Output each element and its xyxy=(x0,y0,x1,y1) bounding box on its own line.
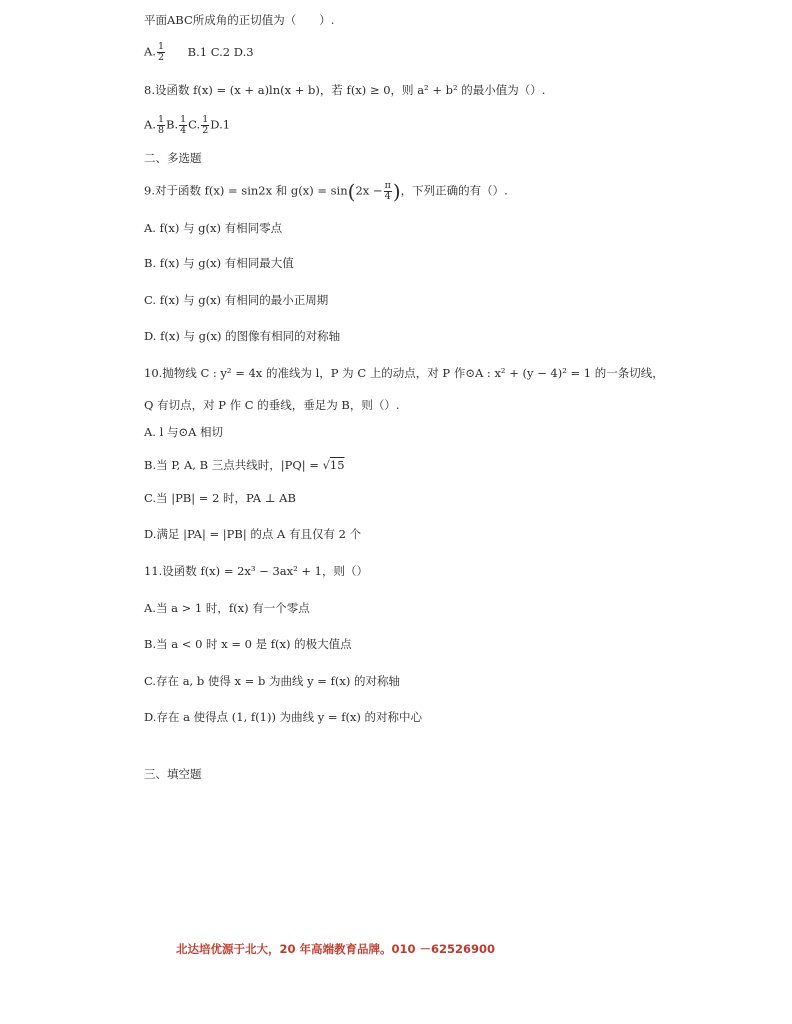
footer-advertisement xyxy=(176,941,495,957)
q9-opt-d-text: D. f(x) 与 g(x) 的图像有相同的对称轴 xyxy=(144,329,341,343)
q8-opt-b-fraction xyxy=(179,115,187,136)
q8-opt-c-fraction xyxy=(201,115,209,136)
q7-stem-tail xyxy=(144,12,334,28)
q9-left-paren: ( xyxy=(347,179,356,204)
q10-opt-b-text: B.当 P, A, B 三点共线时，|PQ| = √ xyxy=(144,458,330,472)
q10-opt-d-text: D.满足 |PA| = |PB| 的点 A 有且仅有 2 个 xyxy=(144,527,362,541)
section2-title: 二、多选题 xyxy=(144,151,202,165)
q8-opt-d: D.1 xyxy=(210,117,231,132)
q11-opt-a-text: A.当 a > 1 时，f(x) 有一个零点 xyxy=(144,601,310,615)
q9-right-paren: ) xyxy=(392,179,401,204)
q10-opt-a xyxy=(144,424,223,440)
q7-opt-a-num: 1 xyxy=(157,41,165,52)
q10-opt-b xyxy=(144,457,345,473)
q9-opt-b-text: B. f(x) 与 g(x) 有相同最大值 xyxy=(144,256,294,270)
q11-opt-b xyxy=(144,636,352,652)
q9-opt-c xyxy=(144,292,328,308)
q11-opt-a xyxy=(144,600,310,616)
q7-options xyxy=(144,42,254,63)
footer-text: 北达培优源于北大，20 年高端教育品牌。010 －62526900 xyxy=(176,942,496,956)
q7-opt-a-label: A. xyxy=(144,44,156,59)
q9-frac-den: 4 xyxy=(384,191,391,202)
q9-opt-a-text: A. f(x) 与 g(x) 有相同零点 xyxy=(144,221,283,235)
q8-opt-c-label: C. xyxy=(188,117,201,132)
q10-stem-line2 xyxy=(144,397,400,413)
q10-opt-a-text: A. l 与⊙A 相切 xyxy=(144,425,224,439)
q11-opt-b-text: B.当 a < 0 时 x = 0 是 f(x) 的极大值点 xyxy=(144,637,352,651)
q9-opt-b xyxy=(144,255,294,271)
q10-opt-d xyxy=(144,526,361,542)
q8-opt-c-num: 1 xyxy=(202,114,209,125)
q9-frac-num: π xyxy=(384,180,391,191)
q8-opt-b-num: 1 xyxy=(180,114,187,125)
q11-opt-d-text: D.存在 a 使得点 (1, f(1)) 为曲线 y = f(x) 的对称中心 xyxy=(144,710,423,724)
q8-opt-a-fraction xyxy=(157,115,165,136)
q8-opt-a-den: 8 xyxy=(157,125,165,136)
q8-options xyxy=(144,115,230,136)
q10-opt-c-text: C.当 |PB| = 2 时，PA ⊥ AB xyxy=(144,491,296,505)
q9-stem-b: ，下列正确的有（）. xyxy=(400,183,508,198)
q9-opt-c-text: C. f(x) 与 g(x) 有相同的最小正周期 xyxy=(144,293,329,307)
q11-opt-d xyxy=(144,709,422,725)
q7-opt-a-fraction xyxy=(157,42,165,63)
q11-opt-c-text: C.存在 a, b 使得 x = b 为曲线 y = f(x) 的对称轴 xyxy=(144,674,400,688)
q8-opt-b-label: B. xyxy=(166,117,179,132)
q10-stem-line1 xyxy=(144,365,664,381)
q9-stem-inner: 2x − xyxy=(355,183,383,198)
q10-opt-b-radicand: 15 xyxy=(329,458,345,472)
q8-opt-c-den: 2 xyxy=(202,125,209,136)
q8-opt-a-num: 1 xyxy=(157,114,165,125)
q8-stem xyxy=(144,82,545,98)
q9-pi-fraction xyxy=(384,181,392,202)
section-heading-multiple-choice xyxy=(144,150,202,166)
q8-opt-b-den: 4 xyxy=(180,125,187,136)
q10-opt-c xyxy=(144,490,296,506)
q11-stem xyxy=(144,563,368,579)
q8-stem-text: 8.设函数 f(x) = (x + a)ln(x + b)，若 f(x) ≥ 0，则 a² + b² 的最小值为（）. xyxy=(144,83,546,97)
q8-opt-a-label: A. xyxy=(144,117,156,132)
q7-opt-bcd: B.1 C.2 D.3 xyxy=(187,44,254,59)
q9-stem xyxy=(144,181,508,202)
q11-stem-text: 11.设函数 f(x) = 2x³ − 3ax² + 1，则（） xyxy=(144,564,368,578)
q9-opt-d xyxy=(144,328,340,344)
q11-opt-c xyxy=(144,673,400,689)
q9-opt-a xyxy=(144,220,282,236)
q9-stem-a: 9.对于函数 f(x) = sin2x 和 g(x) = sin xyxy=(144,183,348,198)
section-heading-fill-in xyxy=(144,766,202,782)
section3-title: 三、填空题 xyxy=(144,767,202,781)
q7-opt-a-den: 2 xyxy=(157,52,165,63)
q10-stem-2: Q 有切点，对 P 作 C 的垂线，垂足为 B，则（）. xyxy=(144,398,400,412)
q7-stem-text: 平面ABC所成角的正切值为（ ）. xyxy=(144,13,335,27)
q10-stem-1: 10.抛物线 C : y² = 4x 的准线为 l，P 为 C 上的动点，对 P 作⊙A : x² + (y − 4)² = 1 的一条切线， xyxy=(144,366,664,380)
